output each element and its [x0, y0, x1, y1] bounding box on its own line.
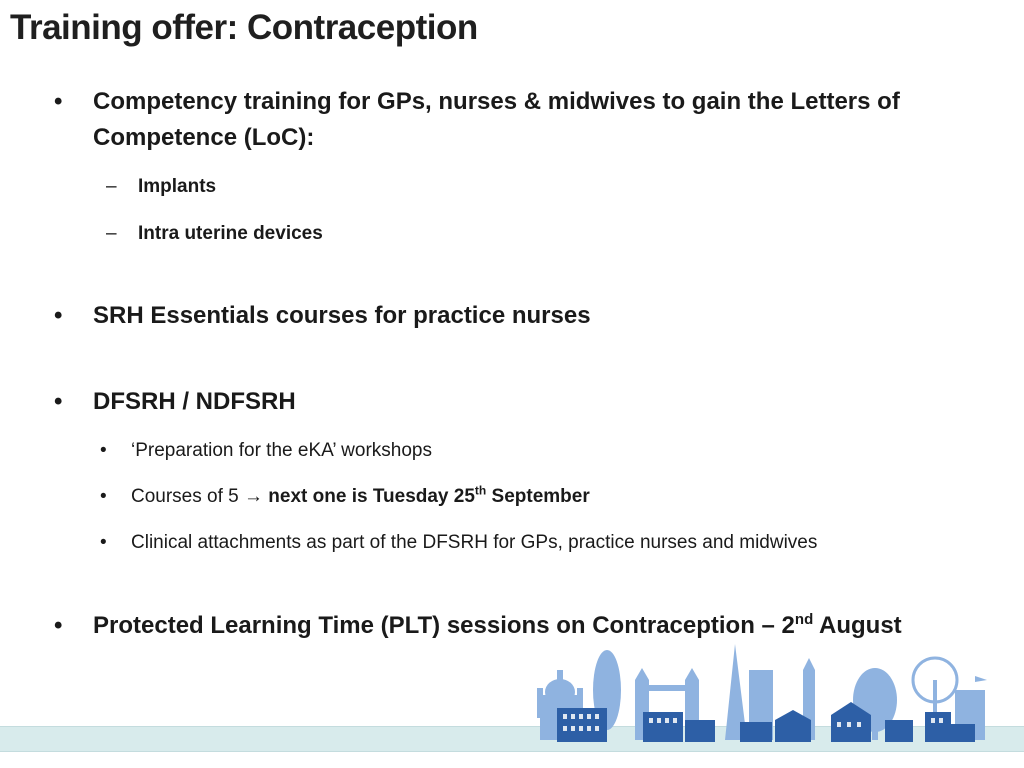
bullet-icon: •	[54, 88, 63, 115]
bullet-icon: •	[54, 302, 63, 329]
arrow-right-icon: →	[244, 486, 264, 507]
sub-eka-workshops: ‘Preparation for the eKA’ workshops	[131, 440, 432, 461]
sub-iud: Intra uterine devices	[138, 223, 323, 244]
bullet-icon: •	[54, 388, 63, 415]
ordinal-suffix: nd	[794, 611, 814, 628]
sub-clinical-attachments: Clinical attachments as part of the DFSRH for GPs, practice nurses and midwives	[131, 532, 818, 553]
sub-bullet-icon: •	[100, 532, 107, 553]
bullet-srh: SRH Essentials courses for practice nurses	[93, 302, 591, 329]
sub-bullet-icon: •	[100, 486, 107, 507]
sub-courses-of-5	[131, 483, 590, 508]
sub-implants: Implants	[138, 176, 217, 197]
next-course-text: next one is Tuesday 25	[268, 486, 475, 507]
next-course-month: September	[491, 486, 590, 507]
plt-text: Protected Learning Time (PLT) sessions on Contraception – 2	[93, 612, 795, 639]
bullet-loc-line1: Competency training for GPs, nurses & midwives to gain the Letters of	[93, 88, 900, 115]
bullet-icon: •	[54, 612, 63, 639]
dash-icon: –	[106, 176, 117, 197]
slide-title: Training offer: Contraception	[10, 8, 478, 47]
city-skyline-illustration	[535, 640, 995, 746]
bullet-loc-line2: Competence (LoC):	[93, 124, 315, 151]
bullet-dfsrh: DFSRH / NDFSRH	[93, 388, 296, 415]
courses-text: Courses of 5	[131, 486, 239, 507]
sub-bullet-icon: •	[100, 440, 107, 461]
bullet-loc	[93, 84, 900, 156]
plt-month: August	[819, 612, 902, 639]
dash-icon: –	[106, 223, 117, 244]
bullet-plt	[93, 608, 902, 644]
ordinal-suffix: th	[474, 483, 487, 498]
